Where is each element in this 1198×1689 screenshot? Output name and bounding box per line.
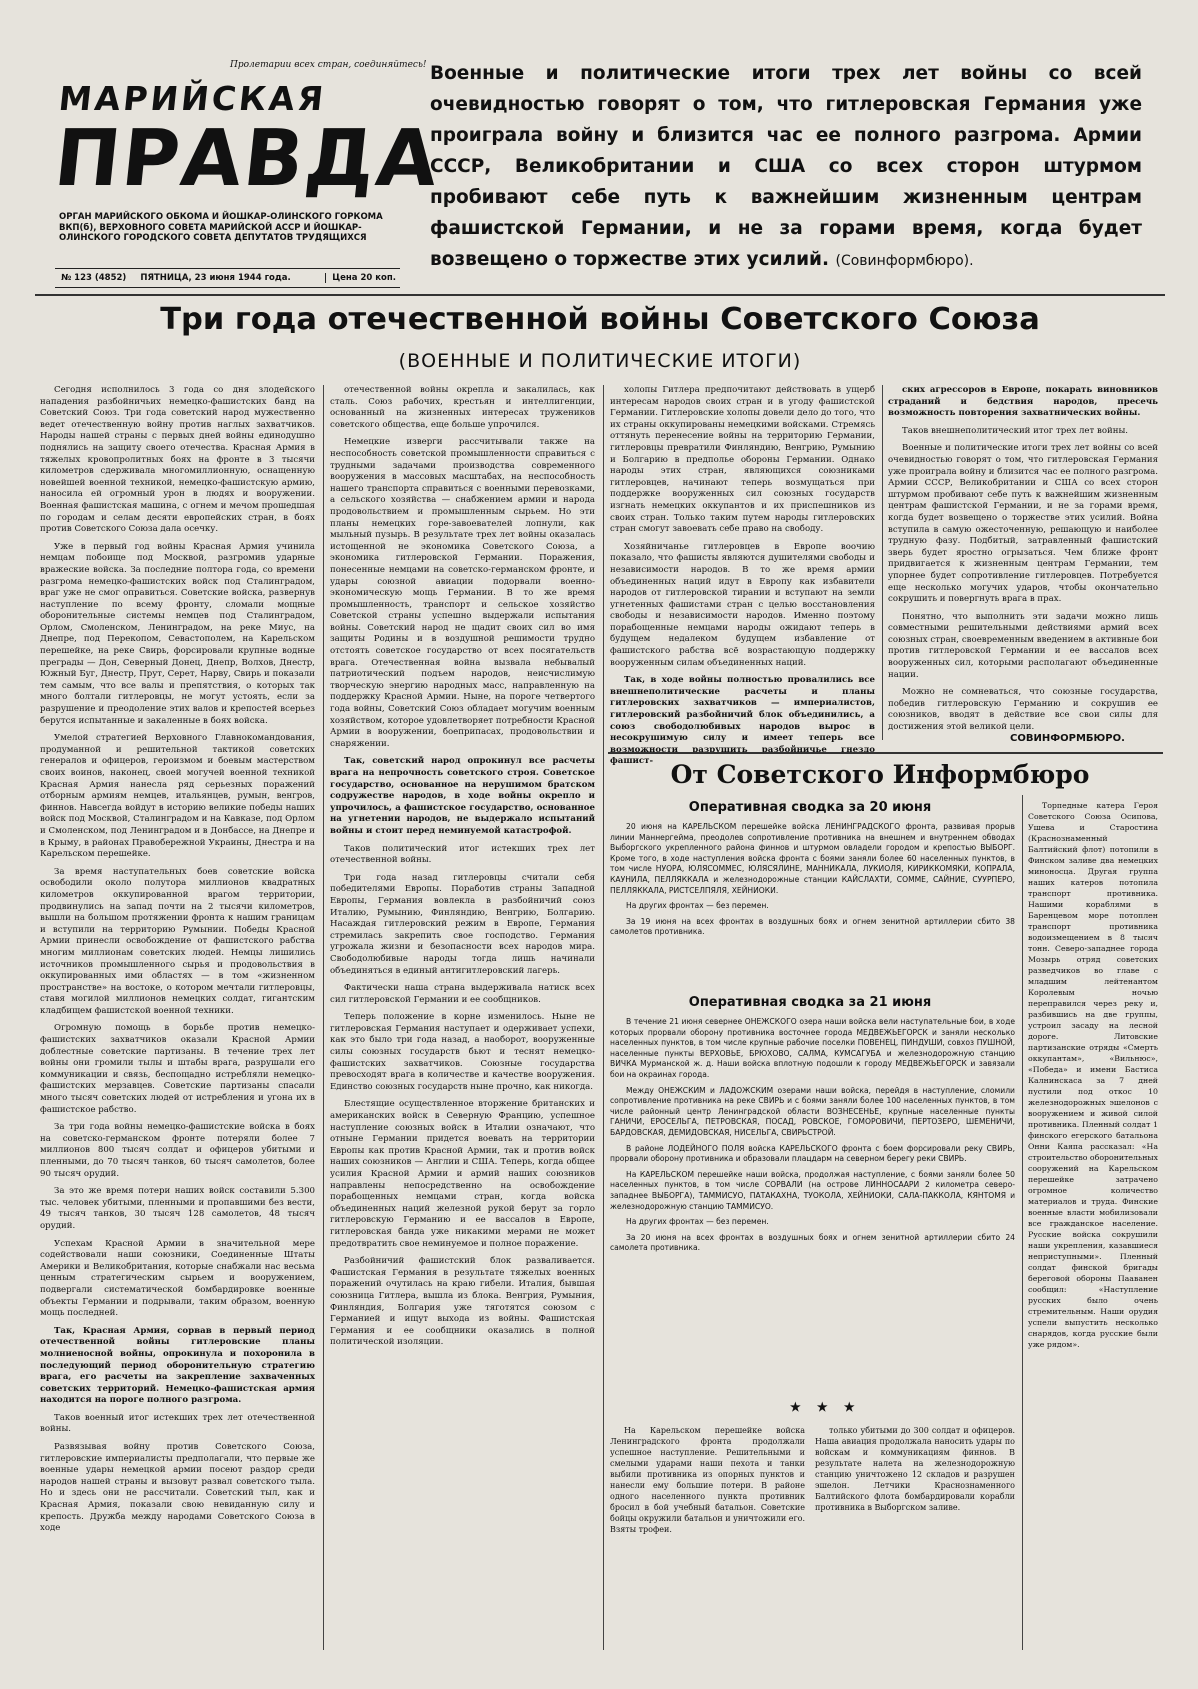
paragraph-bold: Так, в ходе войны полностью провалились все внешнеполитические расчеты и планы гитлеровских захватчиков — империалистов, гитлеровский разбойничий блок объединились, а союз свободолюбивых народов вырос в несокрушимую силу и имеет теперь все возможности разрушить разбойничье гнездо фашист- [610,675,875,767]
slogan: Пролетарии всех стран, соединяйтесь! [230,60,427,70]
informburo-right-column [1028,800,1158,1650]
paragraph: За 19 июня на всех фронтах в воздушных боях и огнем зенитной артиллерии сбито 38 самолетов противника. [610,916,1015,937]
paragraph: Развязывая войну против Советского Союза, гитлеровские империалисты предполагали, что первые же военные удары немецкой армии посеют раздор среди народов нашей страны и вызовут развал советского тыла. Но и здесь они не рассчитали. Советский тыл, как и Красная Армия, показали свою невиданную силу и крепость. Дружба между народами Советского Союза в ходе [40,1442,315,1534]
paragraph: Таков внешнеполитический итог трех лет войны. [902,425,1129,436]
paragraph: На Карельском перешейке войска Ленинградского фронта продолжали успешное наступление. Решительными и смелыми ударами наши пехота и танки выбили противника из опорных пунктов и нанесли ему большие потери. В районе одного населенного пункта противник бросил в бой учебный батальон. Советские бойцы окружили батальон и уничтожили его. Взяты трофеи. [610,1426,805,1534]
article-signature: СОВИНФОРМБЮРО. [1010,733,1125,744]
column-divider [603,385,604,1650]
paragraph: На КАРЕЛЬСКОМ перешейке наши войска, продолжая наступление, с боями заняли более 50 населенных пунктов, в том числе СОРВАЛИ (на острове ЛИННОСААРИ 2 километра северо-западнее ВЫБОРГА), ТАММИСУО, ПАТАКАХНА, ТУОКОЛА, ХЕЙНИОКИ, САЛА-ПАККОЛА, КЯНТОМЯ и железнодорожную станцию ТАММИСУО. [610,1169,1015,1211]
article-subheadline: (ВОЕННЫЕ И ПОЛИТИЧЕСКИЕ ИТОГИ) [398,350,802,372]
column-divider [882,385,883,740]
paragraph-bold: Так, советский народ опрокинул все расчеты врага на непрочность советского строя. Советское государство, основанное на нерушимом братском содружестве народов, в ходе войны окрепло и упрочилось, а фашистское государство, основанное на угнетении народов, не выдержало испытаний войны и стоит перед неминуемой катастрофой. [330,756,595,836]
paragraph: Фактически наша страна выдерживала натиск всех сил гитлеровской Германии и ее сообщников. [330,983,595,1005]
paragraph: Таков политический итог истекших трех лет отечественной войны. [330,843,595,866]
paragraph: Сегодня исполнилось 3 года со дня злодейского нападения разбойничьих немецко-фашистских банд на Советский Союз. Три года советский народ мужественно ведет отечественную войну против наглых захватчиков. Народы нашей страны с первых дней войны единодушно поднялись на защиту своего отечества. Красная Армия в тяжелых кровопролитных боях на фронте в 3 тысячи километров сдерживала многомиллионную, оснащенную новейшей военной техникой, немецко-фашистскую армию, наносила ей огромный урон в людях и вооружении. Военная фашистская машина, с огнем и мечом прошедшая по городам и селам десяти европейских стран, в боях против Советского Союза дала осечку. [40,385,315,535]
paragraph: За это же время потери наших войск составили 5.300 тыс. человек убитыми, пленными и пропавшими без вести, 49 тысяч танков, 30 тысяч 128 самолетов, 48 тысяч орудий. [40,1186,315,1231]
issue-price: Цена 20 коп. [325,273,400,283]
article-column-4 [888,385,1158,733]
paragraph-bold: ских агрессоров в Европе, покарать виновников страданий и бедствия народов, пресечь возможность повторения захватнических войны. [888,385,1158,419]
paragraph: отечественной войны окрепла и закалилась, как сталь. Союз рабочих, крестьян и интеллигенции, основанный на жизненных интересах тружеников советского общества, еще больше упрочился. [330,385,595,430]
paragraph: Между ОНЕЖСКИМ и ЛАДОЖСКИМ озерами наши войска, перейдя в наступление, сломили сопротивление противника на реке СВИРЬ и с боями заняли более 100 населенных пунктов, в том числе районный центр Ленинградской области ВОЗНЕСЕНЬЕ, крупные населенные пункты ГАНИЧИ, ЕРОСЕЛЬГА, ПЕТРОВСКАЯ, ПОСАД, РОВСКОЕ, ГОМОРОВИЧИ, ПЕРТОЗЕРО, ШЕМЕНИЧИ, БАРДОВСКАЯ, ДЕМИДОВСКАЯ, НИСЕЛЬГА, СВИРЬСТРОЙ. [610,1085,1015,1137]
paragraph: 20 июня на КАРЕЛЬСКОМ перешейке войска ЛЕНИНГРАДСКОГО фронта, развивая прорыв линии Маннергейма, преодолев сопротивление противника на внешнем и внутреннем обводах Выборгского укрепленного района финнов и штурмом овладели городом и крепостью ВЫБОРГ. Кроме того, в ходе наступления войска фронта с боями заняли более 60 населенных пунктов, в том числе НУОРА, ЮЛЯСОММЕС, ЮЛЯСЯЛИНЕ, МАННИКАЛА, ЛУКИОЛЯ, КИРИККОМЯКИ, КОПРАЛА, КАУНИЛА, ПЕЛЛЯККАЛА и железнодорожные станции КАЙСЛАХТИ, СОММЕ, САЙНИЕ, СУУРПЕРО, ПЕЛЛЯККАЛА, РИСТСЕЛПЯЛЯ, ХЕЙНИОКИ. [610,822,1015,895]
header-divider [35,294,1165,296]
column-divider [1022,795,1023,1650]
lead-quote [430,58,1142,277]
paragraph: Можно не сомневаться, что союзные государства, победив гитлеровскую Германию и сокрушив ее союзников, вводят в действие все свои силы для достижения этой великой цели. [888,687,1158,733]
paragraph: Торпедные катера Героя Советского Союза Осипова, Ушева и Старостина (Краснознаменный Балтийский флот) потопили в Финском заливе два немецких миноносца. Другая группа наших катеров потопила транспорт противника. Нашими кораблями в Баренцевом море потоплен транспорт противника водоизмещением в 8 тысяч тонн. Северо-западнее города Мозырь отряд советских разведчиков во главе с младшим лейтенантом Королевым ночью переправился через реку и, разбившись на две группы, устроил засаду на лесной дороге. Литовские партизанские отряды «Смерть оккупантам», «Вильнюс», «Победа» и имени Бастиса Калнинскаса за 7 дней пустили под откос 10 железнодорожных эшелонов с вооружением и живой силой противника. Пленный солдат 1 финского егерского батальона Онни Каяпа рассказал: «На строительство оборонительных сооружений на Карельском перешейке затрачено огромное количество материалов и труда. Финские военные власти мобилизовали все гражданское население. Русские войска сокрушили наши укрепления, казавшиеся неприступными». Пленный солдат финской бригады береговой обороны Пааванен сообщил: «Наступление русских было очень стремительным. Наши орудия успели выпустить несколько снарядов, когда русские были уже рядом». [1028,801,1159,1349]
paragraph: Понятно, что выполнить эти задачи можно лишь совместными решительными действиями армий всех союзных стран, своевременным введением в активные бои против гитлеровской Германии и ее вассалов всех вооруженных сил, которыми располагают объединенные нации. [888,611,1158,680]
article-column-3 [610,385,875,767]
paragraph: холопы Гитлера предпочитают действовать в ущерб интересам народов своих стран и в угоду фашистской Германии. Гитлеровские холопы довели дело до того, что их страны оккупированы немецкими войсками. Стремясь оттянуть перенесение войны на территорию Германии, гитлеровцы превратили Финляндию, Венгрию, Румынию и Болгарию в предполье обороны Германии. Однако народы этих стран, являющихся союзниками гитлеровцев, начинают теперь возмущаться при поддержке вооруженных сил союзных государств изгнать немецких оккупантов и их приспешников из своих стран. Только таким путем народы гитлеровских стран смогут завоевать себе право на свободу. [610,385,875,535]
paragraph: В районе ЛОДЕЙНОГО ПОЛЯ войска КАРЕЛЬСКОГО фронта с боем форсировали реку СВИРЬ, прорвали оборону противника и образовали плацдарм на северном берегу реки СВИРЬ. [610,1143,1015,1164]
paragraph: За три года войны немецко-фашистские войска в боях на советско-германском фронте потеряли более 7 миллионов 800 тысяч солдат и офицеров убитыми и пленными, до 70 тысяч танков, 60 тысяч самолетов, более 90 тысяч орудий. [40,1122,315,1179]
paragraph: В течение 21 июня севернее ОНЕЖСКОГО озера наши войска вели наступательные бои, в ходе которых прорвали оборону противника восточнее города МЕДВЕЖЬЕГОРСК и заняли несколько населенных пунктов, в том числе крупные рабочие поселки ПОВЕНЕЦ, ПИНДУШИ, совхоз ПУШНОЙ, населенные пункты ВЕРХОВЬЕ, БРЮХОВО, САЛМА, КУМСАГУБА и железнодорожную станцию ВИЧКА Мурманской ж. д. Наши войска вплотную подошли к городу МЕДВЕЖЬЕГОРСК и завязали бои на окраинах города. [610,1017,1015,1079]
paragraph: Успехам Красной Армии в значительной мере содействовали наши союзники, Соединенные Штаты Америки и Великобритания, которые снабжали нас весьма ценным стратегическим сырьем и вооружением, подвергали систематической бомбардировке военные объекты Германии и подрывали, таким образом, военную мощь последней. [40,1238,315,1319]
article-headline: Три года отечественной войны Советского Союза [160,302,1040,337]
lead-quote-source: (Совинформбюро). [835,253,974,269]
masthead [50,60,444,290]
paragraph: Хозяйничанье гитлеровцев в Европе воочию показало, что фашисты являются душителями свободы и независимости народов. В то же время армии объединенных наций идут в Европу как избавители народов от гитлеровской тирании и вступают на земли угнетенных фашистами стран с целью восстановления свободы и независимости народов. Именно поэтому порабощенные немцами народы ожидают теперь в будущем недалеком будущем избавление от фашистского рабства всё возрастающую поддержку вооруженным силам объединенных наций. [610,541,875,668]
masthead-subtitle: ОРГАН МАРИЙСКОГО ОБКОМА И ЙОШКАР-ОЛИНСКОГО ГОРКОМА ВКП(б), ВЕРХОВНОГО СОВЕТА МАРИЙСКОЙ АССР И ЙОШКАР-ОЛИНСКОГО ГОРОДСКОГО СОВЕТА ДЕПУТАТОВ ТРУДЯЩИХСЯ [59,212,383,244]
summary-1-body [610,822,1015,992]
paragraph: Умелой стратегией Верховного Главнокомандования, продуманной и решительной тактикой советских генералов и офицеров, героизмом и боевым мастерством своих воинов, наконец, своей могучей военной техникой Красная Армия нанесла ряд серьезных поражений отборным армиям немцев, итальянцев, румын, венгров, финнов. Навсегда войдут в историю великие победы наших войск под Москвой, Сталинградом и на Кавказе, под Орлом и Смоленском, под Ленинградом и в Донбассе, на Днепре и в Крыму, в районах Правобережной Украины, Днестра и на Карельском перешейке. [40,733,315,860]
informburo-headline: От Советского Информбюро [670,760,1090,789]
paragraph: Уже в первый год войны Красная Армия учинила немцам побоище под Москвой, разгромив ударные вражеские войска. За последние полтора года, со времени разгрома немецко-фашистских войск под Сталинградом, враг уже не смог оправиться. Советские войска, развернув наступление по всему фронту, сломали мощные оборонительные системы немцев под Сталинградом, Орлом, Смоленском, Ленинградом, на реке Миус, на Днепре, под Перекопом, Севастополем, на Карельском перешейке, на реке Свирь, форсировали крупные водные преграды — Дон, Северный Донец, Днепр, Волхов, Днестр, Южный Буг, Днестр, Прут, Серет, Нарву, Свирь и показали тем самым, что все валы и препятствия, о которых так много болтали гитлеровцы, не могут устоять, если за разрушение и преодоление этих валов и крепостей всерьез берутся испытанные и закаленные в боях войска. [40,541,315,726]
paragraph: только убитыми до 300 солдат и офицеров. Наша авиация продолжала наносить удары по войскам и коммуникациям финнов. В результате налета на железнодорожную станцию уничтожено 12 складов и разрушен эшелон. Летчики Краснознаменного Балтийского флота бомбардировали корабли противника в Выборгском заливе. [815,1426,1015,1512]
summary-2-title: Оперативная сводка за 21 июня [688,995,932,1010]
paragraph: На других фронтах — без перемен. [626,1217,769,1227]
paragraph: Теперь положение в корне изменилось. Ныне не гитлеровская Германия наступает и одерживает успехи, как это было три года назад, а наоборот, вооруженные силы союзных государств бьют и теснят немецко-фашистских захватчиков. Союзные государства превосходят врага в количестве и качестве вооружения. Единство союзных государств ныне прочно, как никогда. [330,1012,595,1092]
issue-line [55,268,400,288]
paragraph: Разбойничий фашистский блок разваливается. Фашистская Германия в результате тяжелых военных поражений очутилась на краю гибели. Италия, бывшая союзница Гитлера, вышла из блока. Венгрия, Румыния, Финляндия, Болгария уже тяготятся союзом с Германией и ищут выхода из войны. Фашистская Германия и ее сообщники оказались в полной политической изоляции. [330,1256,595,1348]
column-divider [323,385,324,1650]
paragraph: За время наступательных боев советские войска освободили около полутора миллионов квадратных километров оккупированной врагом территории, продвинулись на запад почти на 2 тысячи километров, вышли на большом протяжении фронта к нашим границам и вступили на территорию Румынии. Победы Красной Армии принесли освобождение от фашистского рабства многим миллионам советских людей. Немцы лишились источников промышленного сырья и продовольствия в оккупированных ими областях — в том «жизненном пространстве» на востоке, о котором мечтали гитлеровцы, ставя могилой миллионов немецких солдат, гигантским кладбищем фашистской военной техники. [40,866,315,1016]
newspaper-title-line2: ПРАВДА [50,114,444,204]
informburo-bottom-left [610,1425,805,1650]
paragraph: Военные и политические итоги трех лет войны со всей очевидностью говорят о том, что гитлеровская Германия уже проиграла войну и близится час ее полного разгрома. Армии СССР, Великобритании и США со всех сторон штурмом пробивают себе путь к важнейшим жизненным центрам фашистской Германии, и не за горами время, когда будет возвещено о торжестве этих усилий. Война вступила в самую ожесточенную, решающую и наиболее трудную фазу. Подбитый, затравленный фашистский зверь будет яростно огрызаться. Чем ближе фронт придвигается к жизненным центрам Германии, тем упорнее будет сопротивление гитлеровцев. Потребуется еще несколько могучих ударов, чтобы окончательно сокрушить и повергнуть врага в прах. [888,443,1158,605]
lead-quote-text: Военные и политические итоги трех лет войны со всей очевидностью говорят о том, что гитлеровская Германия уже проиграла войну и близится час ее полного разгрома. Армии СССР, Великобритании и США со всех сторон штурмом пробивают себе путь к важнейшим жизненным центрам фашистской Германии, и не за горами время, когда будет возвещено о торжестве этих усилий. [430,63,1142,270]
issue-date: ПЯТНИЦА, 23 июня 1944 года. [140,273,291,283]
article-column-2 [330,385,595,1650]
issue-number: № 123 (4852) [61,273,127,283]
paragraph: Три года назад гитлеровцы считали себя победителями Европы. Поработив страны Западной Европы, Германия вовлекла в разбойничий союз Италию, Румынию, Финляндию, Венгрию, Болгарию. Насаждая гитлеровский режим в Европе, Германия стремилась закрепить свое господство. Германия угрожала жизни и безопасности всех народов мира. Свободолюбивые народы тогда лишь начинали объединяться в единый антигитлеровский лагерь. [330,872,595,976]
newspaper-title-line1: МАРИЙСКАЯ [56,79,329,118]
informburo-bottom-right [815,1425,1015,1650]
paragraph: Блестящие осуществленное вторжение британских и американских войск в Северную Францию, успешное наступление союзных войск в Италии означают, что отныне Германии придется воевать на территории Европы как против Красной Армии, так и против войск наших союзников — Англии и США. Теперь, когда общее усилия Красной Армии и армий наших союзников направлены непосредственно на освобождение порабощенных немцами стран, когда войска объединенных наций железной рукой берут за горло гитлеровскую Германию и ее вассалов в Европе, гитлеровская банда уже никакими мерами не может предотвратить свое неминуемое и полное поражение. [330,1099,595,1249]
summary-1-title: Оперативная сводка за 20 июня [688,800,932,815]
paragraph: Таков военный итог истекших трех лет отечественной войны. [40,1412,315,1435]
paragraph: За 20 июня на всех фронтах в воздушных боях и огнем зенитной артиллерии сбито 24 самолета противника. [610,1232,1015,1253]
section-stars: ★ ★ ★ [790,1400,861,1414]
informburo-divider [608,752,1163,754]
paragraph: Огромную помощь в борьбе против немецко-фашистских захватчиков оказали Красной Армии доблестные советские партизаны. В течение трех лет войны они громили тылы и штабы врага, разрушали его коммуникации и связь, беспощадно истребляли немецко-фашистских мерзавцев. Советские партизаны спасали много тысяч советских людей от истребления и угона их в фашистское рабство. [40,1023,315,1115]
paragraph: На других фронтах — без перемен. [626,901,769,911]
article-column-1 [40,385,315,1650]
paragraph-bold: Так, Красная Армия, сорвав в первый период отечественной войны гитлеровские планы молниеносной войны, опрокинула и похоронила в последующий период оборонительную стратегию врага, его расчеты на закрепление захваченных советских территорий. Немецко-фашистская армия находится на пороге полного разгрома. [40,1325,315,1406]
paragraph: Немецкие изверги рассчитывали также на неспособность советской промышленности справиться с трудными задачами производства современного вооружения в массовых масштабах, на неспособность нашего транспорта справиться с военными перевозками, а сельского хозяйства — снабжением армии и народа продовольствием и промышленным сырьем. Но эти планы немецких горе-завоевателей лопнули, как мыльный пузырь. В результате трех лет войны оказалась истощенной не экономика Советского Союза, а экономика гитлеровской Германии. Поражения, понесенные немцами на советско-германском фронте, и удары союзной авиации подорвали военно-экономическую мощь Германии. В то же время промышленность, транспорт и сельское хозяйство Советской страны успешно выдержали испытания войны. Советский народ не щадит своих сил во имя защиты Родины и в воздушной решимости трудно отстоять советское государство от всех посягательств врага. Отечественная война вызвала небывалый патриотический подъем народов, неисчислимую творческую энергию народных масс, направленную на поддержку Красной Армии. Ныне, на пороге четвертого года войны, Советский Союз обладает могучим военным хозяйством, которое удовлетворяет потребности Красной Армии в вооружении, боеприпасах, продовольствии и снаряжении. [330,437,595,749]
summary-2-body [610,1017,1015,1392]
